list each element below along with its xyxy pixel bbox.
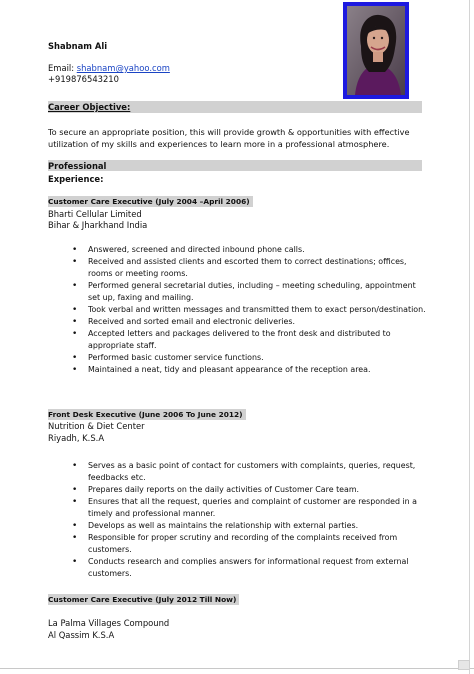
experience-heading-line1: Professional xyxy=(48,161,107,171)
job-2-company: Nutrition & Diet Center xyxy=(48,421,145,431)
list-item: • Serves as a basic point of contact for customers with complaints, queries, request, feedbacks etc. xyxy=(72,460,427,484)
job-3-location: Al Qassim K.S.A xyxy=(48,630,115,640)
experience-heading-line2: Experience: xyxy=(48,174,104,184)
phone-number: +919876543210 xyxy=(48,74,119,84)
list-item: • Responsible for proper scrutiny and recording of the complaints received from customers. xyxy=(72,532,427,556)
page-border-bottom xyxy=(0,668,474,669)
job-1-duties xyxy=(72,244,427,376)
job-2-duties xyxy=(72,460,427,580)
job-3-company: La Palma Villages Compound xyxy=(48,618,170,628)
list-item: • Received and assisted clients and escorted them to correct destinations; offices, rooms or meeting rooms. xyxy=(72,256,427,280)
career-objective-text: To secure an appropriate position, this will provide growth & opportunities with effective utilization of my skills and experiences to learn more in a professional atmosphere. xyxy=(48,127,410,149)
profile-photo-image xyxy=(347,6,405,95)
page-border-right xyxy=(469,0,470,674)
email-line xyxy=(48,63,170,73)
list-item: • Accepted letters and packages delivered to the front desk and distributed to appropriate staff. xyxy=(72,328,427,352)
list-item: • Received and sorted email and electronic deliveries. xyxy=(72,316,427,328)
page-corner-mark xyxy=(458,660,470,670)
list-item: • Conducts research and complies answers for informational request from external customers. xyxy=(72,556,427,580)
list-item: • Answered, screened and directed inbound phone calls. xyxy=(72,244,427,256)
job-1-location: Bihar & Jharkhand India xyxy=(48,220,148,230)
profile-photo xyxy=(343,2,409,99)
email-link[interactable]: shabnam@yahoo.com xyxy=(76,63,170,73)
list-item: • Prepares daily reports on the daily activities of Customer Care team. xyxy=(72,484,427,496)
list-item: • Performed general secretarial duties, including – meeting scheduling, appointment set up, faxing and mailing. xyxy=(72,280,427,304)
list-item: • Maintained a neat, tidy and pleasant appearance of the reception area. xyxy=(72,364,427,376)
list-item: • Took verbal and written messages and transmitted them to exact person/destination. xyxy=(72,304,427,316)
job-1-title: Customer Care Executive (July 2004 –April 2006) xyxy=(48,196,253,207)
candidate-name: Shabnam Ali xyxy=(48,41,108,51)
job-1-company: Bharti Cellular Limited xyxy=(48,209,142,219)
list-item: • Ensures that all the request, queries and complaint of customer are responded in a timely and professional manner. xyxy=(72,496,427,520)
job-2-title: Front Desk Executive (June 2006 To June 2012) xyxy=(48,409,246,420)
job-3-title: Customer Care Executive (July 2012 Till Now) xyxy=(48,594,239,605)
list-item: • Develops as well as maintains the relationship with external parties. xyxy=(72,520,427,532)
job-2-location: Riyadh, K.S.A xyxy=(48,433,105,443)
email-label: Email: xyxy=(48,63,75,73)
career-objective-heading: Career Objective: xyxy=(48,102,131,112)
list-item: • Performed basic customer service functions. xyxy=(72,352,427,364)
